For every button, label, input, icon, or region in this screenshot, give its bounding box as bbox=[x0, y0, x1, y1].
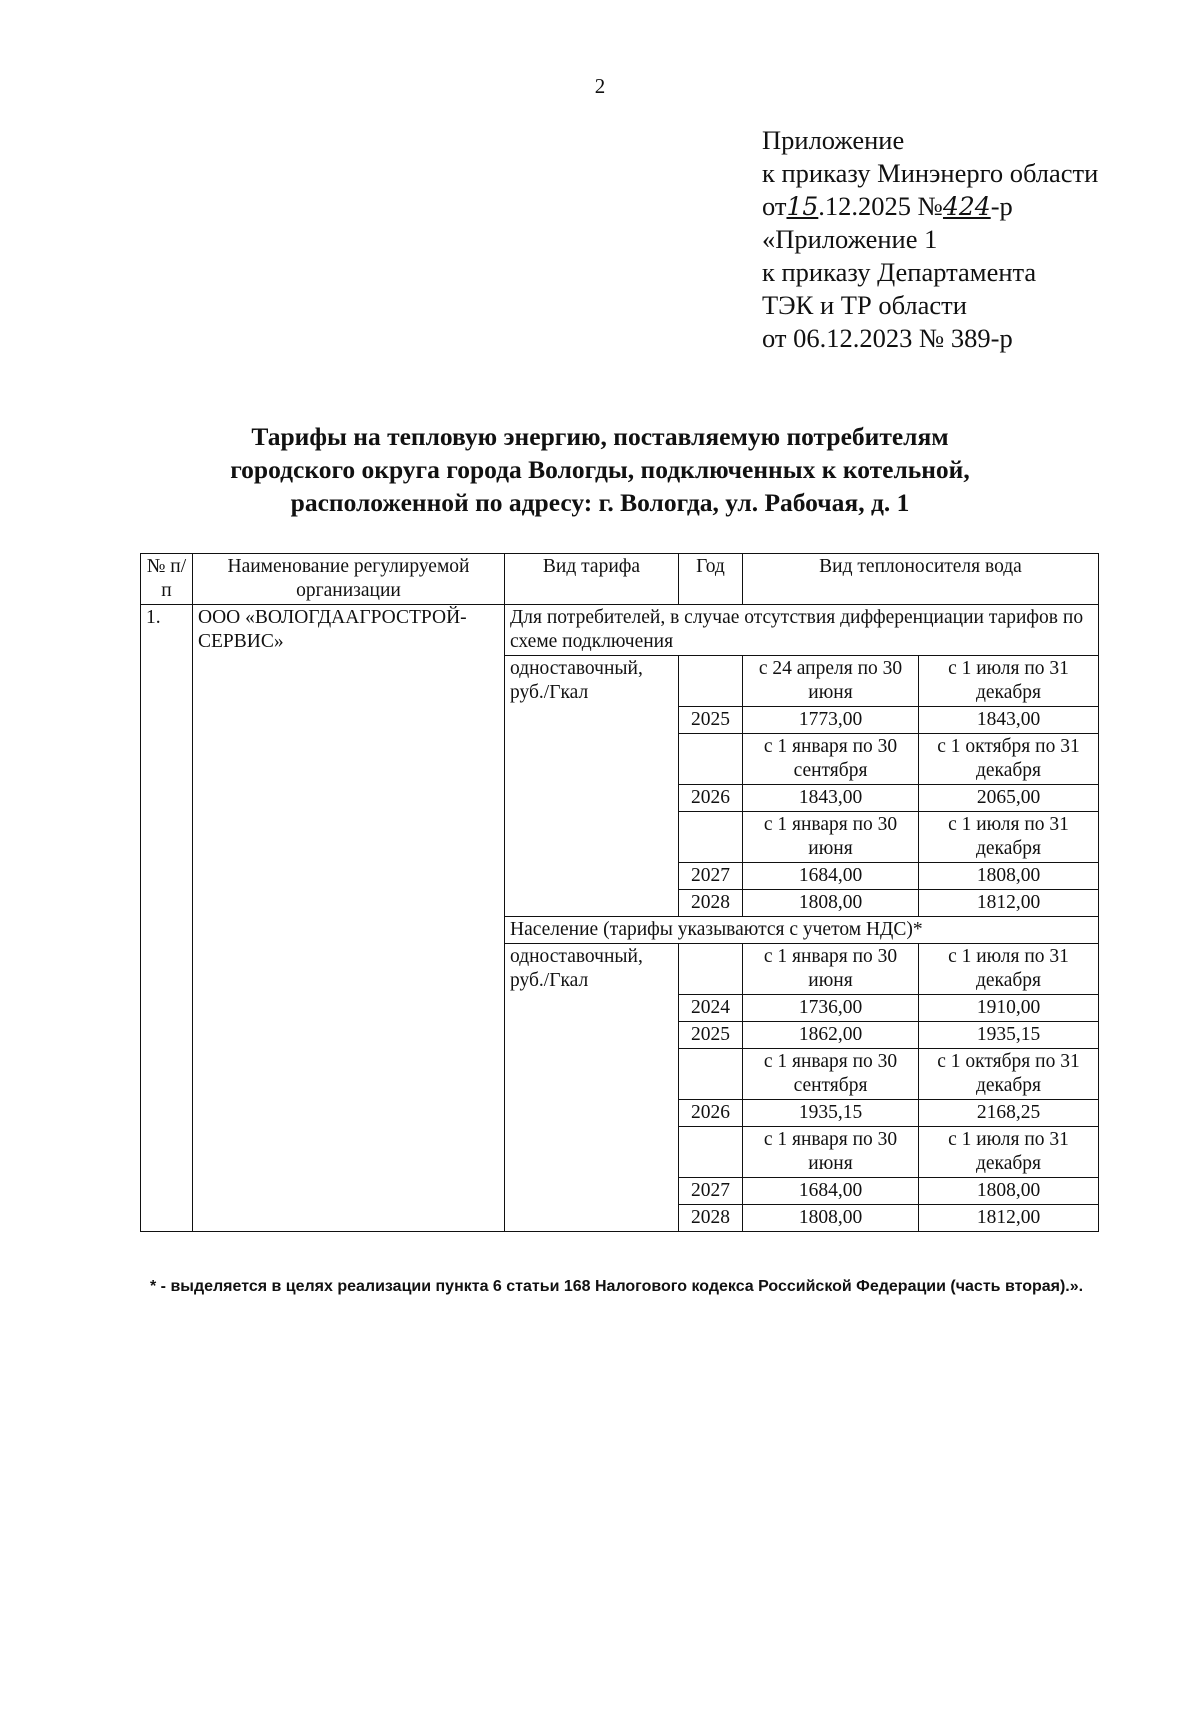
value-cell-second-half: 1910,00 bbox=[919, 995, 1099, 1022]
section-heading: Население (тарифы указываются с учетом НДС)* bbox=[505, 917, 1099, 944]
value-cell-second-half: 2168,25 bbox=[919, 1100, 1099, 1127]
year-cell bbox=[679, 656, 743, 707]
value-cell-second-half: 1808,00 bbox=[919, 1178, 1099, 1205]
year-cell: 2024 bbox=[679, 995, 743, 1022]
year-cell bbox=[679, 1049, 743, 1100]
value-cell-second-half: 1843,00 bbox=[919, 707, 1099, 734]
appendix-date-middle: .12.2025 № bbox=[818, 191, 943, 221]
section-heading-row bbox=[141, 605, 1099, 656]
handwritten-day: 15 bbox=[786, 192, 819, 221]
value-cell-second-half: 1808,00 bbox=[919, 863, 1099, 890]
value-cell-first-half: 1773,00 bbox=[743, 707, 919, 734]
year-cell: 2025 bbox=[679, 707, 743, 734]
value-cell-first-half: с 24 апреля по 30 июня bbox=[743, 656, 919, 707]
value-cell-first-half: 1684,00 bbox=[743, 1178, 919, 1205]
year-cell: 2025 bbox=[679, 1022, 743, 1049]
header-carrier: Вид теплоносителя вода bbox=[743, 554, 1099, 605]
header-tariff-type: Вид тарифа bbox=[505, 554, 679, 605]
value-cell-first-half: 1843,00 bbox=[743, 785, 919, 812]
value-cell-first-half: с 1 января по 30 сентября bbox=[743, 734, 919, 785]
value-cell-second-half: 1812,00 bbox=[919, 1205, 1099, 1232]
appendix-order-date-line bbox=[762, 190, 1098, 223]
year-cell bbox=[679, 944, 743, 995]
value-cell-second-half: 1812,00 bbox=[919, 890, 1099, 917]
appendix-date-prefix: от bbox=[762, 191, 787, 221]
appendix-date-suffix: -р bbox=[990, 191, 1013, 221]
value-cell-first-half: с 1 января по 30 июня bbox=[743, 812, 919, 863]
appendix-line: к приказу Департамента bbox=[762, 257, 1037, 287]
appendix-line: «Приложение 1 bbox=[762, 224, 938, 254]
appendix-block bbox=[762, 124, 1098, 355]
value-cell-first-half: 1935,15 bbox=[743, 1100, 919, 1127]
value-cell-second-half: с 1 июля по 31 декабря bbox=[919, 1127, 1099, 1178]
value-cell-first-half: 1684,00 bbox=[743, 863, 919, 890]
tariff-type: одноставочный, руб./Гкал bbox=[505, 944, 679, 1232]
section-heading: Для потребителей, в случае отсутствия дифференциации тарифов по схеме подключения bbox=[505, 605, 1099, 656]
table-header-row bbox=[141, 554, 1099, 605]
header-org: Наименование регулируемой организации bbox=[193, 554, 505, 605]
year-cell: 2028 bbox=[679, 1205, 743, 1232]
value-cell-first-half: с 1 января по 30 июня bbox=[743, 1127, 919, 1178]
value-cell-first-half: 1808,00 bbox=[743, 890, 919, 917]
appendix-line: ТЭК и ТР области bbox=[762, 290, 967, 320]
page-number: 2 bbox=[594, 74, 606, 98]
year-cell bbox=[679, 812, 743, 863]
organization-name: ООО «ВОЛОГДААГРОСТРОЙ-СЕРВИС» bbox=[193, 605, 505, 1232]
row-number: 1. bbox=[141, 605, 193, 1232]
footnote: * - выделяется в целях реализации пункта 6 статьи 168 Налогового кодекса Российской Федерации (часть вторая).». bbox=[150, 1278, 1084, 1295]
title-line: городского округа города Вологды, подключенных к котельной, bbox=[230, 455, 970, 484]
appendix-line: Приложение bbox=[762, 125, 905, 155]
year-cell: 2027 bbox=[679, 863, 743, 890]
handwritten-order-number: 424 bbox=[942, 192, 991, 221]
value-cell-second-half: 2065,00 bbox=[919, 785, 1099, 812]
value-cell-first-half: с 1 января по 30 июня bbox=[743, 944, 919, 995]
year-cell: 2026 bbox=[679, 785, 743, 812]
tariff-table bbox=[140, 553, 1099, 1232]
value-cell-second-half: с 1 июля по 31 декабря bbox=[919, 944, 1099, 995]
value-cell-first-half: 1736,00 bbox=[743, 995, 919, 1022]
year-cell bbox=[679, 1127, 743, 1178]
appendix-line: от 06.12.2023 № 389-р bbox=[762, 323, 1013, 353]
value-cell-second-half: с 1 октября по 31 декабря bbox=[919, 734, 1099, 785]
value-cell-first-half: 1862,00 bbox=[743, 1022, 919, 1049]
value-cell-first-half: 1808,00 bbox=[743, 1205, 919, 1232]
appendix-line: к приказу Минэнерго области bbox=[762, 158, 1099, 188]
header-year: Год bbox=[679, 554, 743, 605]
year-cell: 2026 bbox=[679, 1100, 743, 1127]
year-cell: 2028 bbox=[679, 890, 743, 917]
year-cell bbox=[679, 734, 743, 785]
value-cell-second-half: с 1 июля по 31 декабря bbox=[919, 656, 1099, 707]
document-title bbox=[140, 420, 1060, 519]
year-cell: 2027 bbox=[679, 1178, 743, 1205]
value-cell-second-half: с 1 октября по 31 декабря bbox=[919, 1049, 1099, 1100]
value-cell-first-half: с 1 января по 30 сентября bbox=[743, 1049, 919, 1100]
title-line: расположенной по адресу: г. Вологда, ул. Рабочая, д. 1 bbox=[290, 488, 910, 517]
title-line: Тарифы на тепловую энергию, поставляемую потребителям bbox=[251, 422, 949, 451]
header-num: № п/п bbox=[141, 554, 193, 605]
value-cell-second-half: с 1 июля по 31 декабря bbox=[919, 812, 1099, 863]
tariff-type: одноставочный, руб./Гкал bbox=[505, 656, 679, 917]
value-cell-second-half: 1935,15 bbox=[919, 1022, 1099, 1049]
